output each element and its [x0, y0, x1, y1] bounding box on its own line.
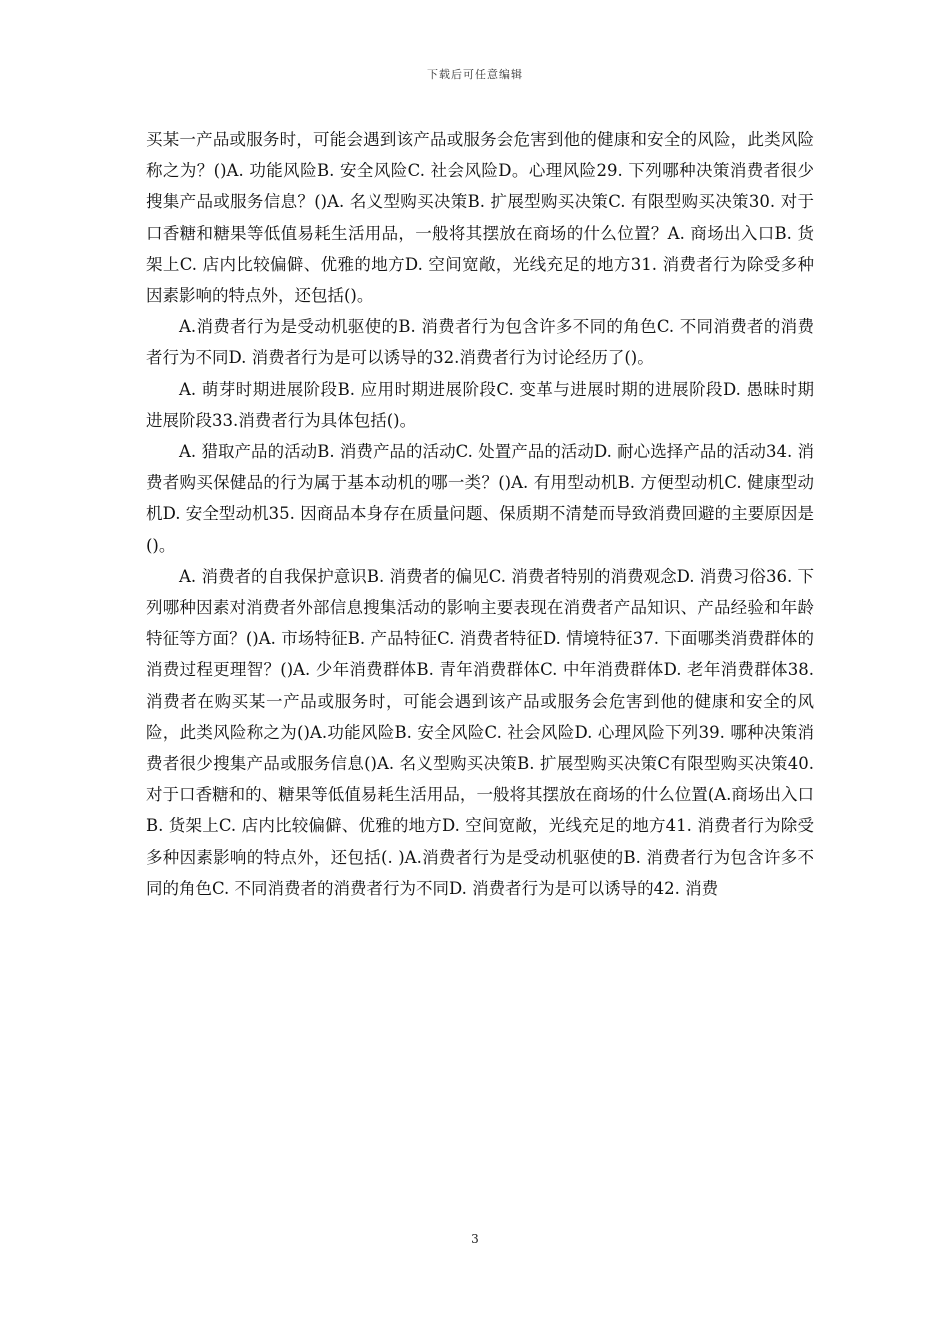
paragraph: A. 萌芽时期进展阶段B. 应用时期进展阶段C. 变革与进展时期的进展阶段D. 愚昧时期进展阶段33.消费者行为具体包括()。 [146, 379, 814, 430]
paragraph: 买某一产品或服务时，可能会遇到该产品或服务会危害到他的健康和安全的风险，此类风险称之为？()A. 功能风险B. 安全风险C. 社会风险D。心理风险29. 下列哪种决策消费者很少搜集产品或服务信息？()A. 名义型购买决策B. 扩展型购买决策C. 有限型购买决策30. 对于口香糖和糖果等低值易耗生活用品，一般将其摆放在商场的什么位置？A. 商场出入口B. 货架上C. 店内比较偏僻、优雅的地方D. 空间宽敞，光线充足的地方31. 消费者行为除受多种因素影响的特点外，还包括()。 [146, 130, 814, 306]
paragraph: A.消费者行为是受动机驱使的B. 消费者行为包含许多不同的角色C. 不同消费者的消费者行为不同D. 消费者行为是可以诱导的32.消费者行为讨论经历了()。 [146, 317, 814, 368]
paragraph: A. 消费者的自我保护意识B. 消费者的偏见C. 消费者特别的消费观念D. 消费习俗36. 下列哪种因素对消费者外部信息搜集活动的影响主要表现在消费者产品知识、产品经验和年龄特征等方面？()A. 市场特征B. 产品特征C. 消费者特征D. 情境特征37. 下面哪类消费群体的消费过程更理智？()A. 少年消费群体B. 青年消费群体C. 中年消费群体D. 老年消费群体38. 消费者在购买某一产品或服务时，可能会遇到该产品或服务会危害到他的健康和安全的风险，此类风险称之为()A.功能风险B. 安全风险C. 社会风险D. 心理风险下列39. 哪种决策消费者很少搜集产品或服务信息()A. 名义型购买决策B. 扩展型购买决策C有限型购买决策40. 对于口香糖和的、糖果等低值易耗生活用品，一般将其摆放在商场的什么位置(A.商场出入口B. 货架上C. 店内比较偏僻、优雅的地方D. 空间宽敞，光线充足的地方41. 消费者行为除受多种因素影响的特点外，还包括(. )A.消费者行为是受动机驱使的B. 消费者行为包含许多不同的角色C. 不同消费者的消费者行为不同D. 消费者行为是可以诱导的42. 消费 [146, 566, 814, 898]
paragraph: A. 猎取产品的活动B. 消费产品的活动C. 处置产品的活动D. 耐心选择产品的活动34. 消费者购买保健品的行为属于基本动机的哪一类？()A. 有用型动机B. 方便型动机C. 健康型动机D. 安全型动机35. 因商品本身存在质量问题、保质期不清楚而导致消费回避的主要原因是()。 [146, 442, 814, 555]
page-number: 3 [471, 1232, 479, 1246]
body-text [146, 124, 814, 904]
page-header: 下载后可任意编辑 [427, 68, 523, 81]
